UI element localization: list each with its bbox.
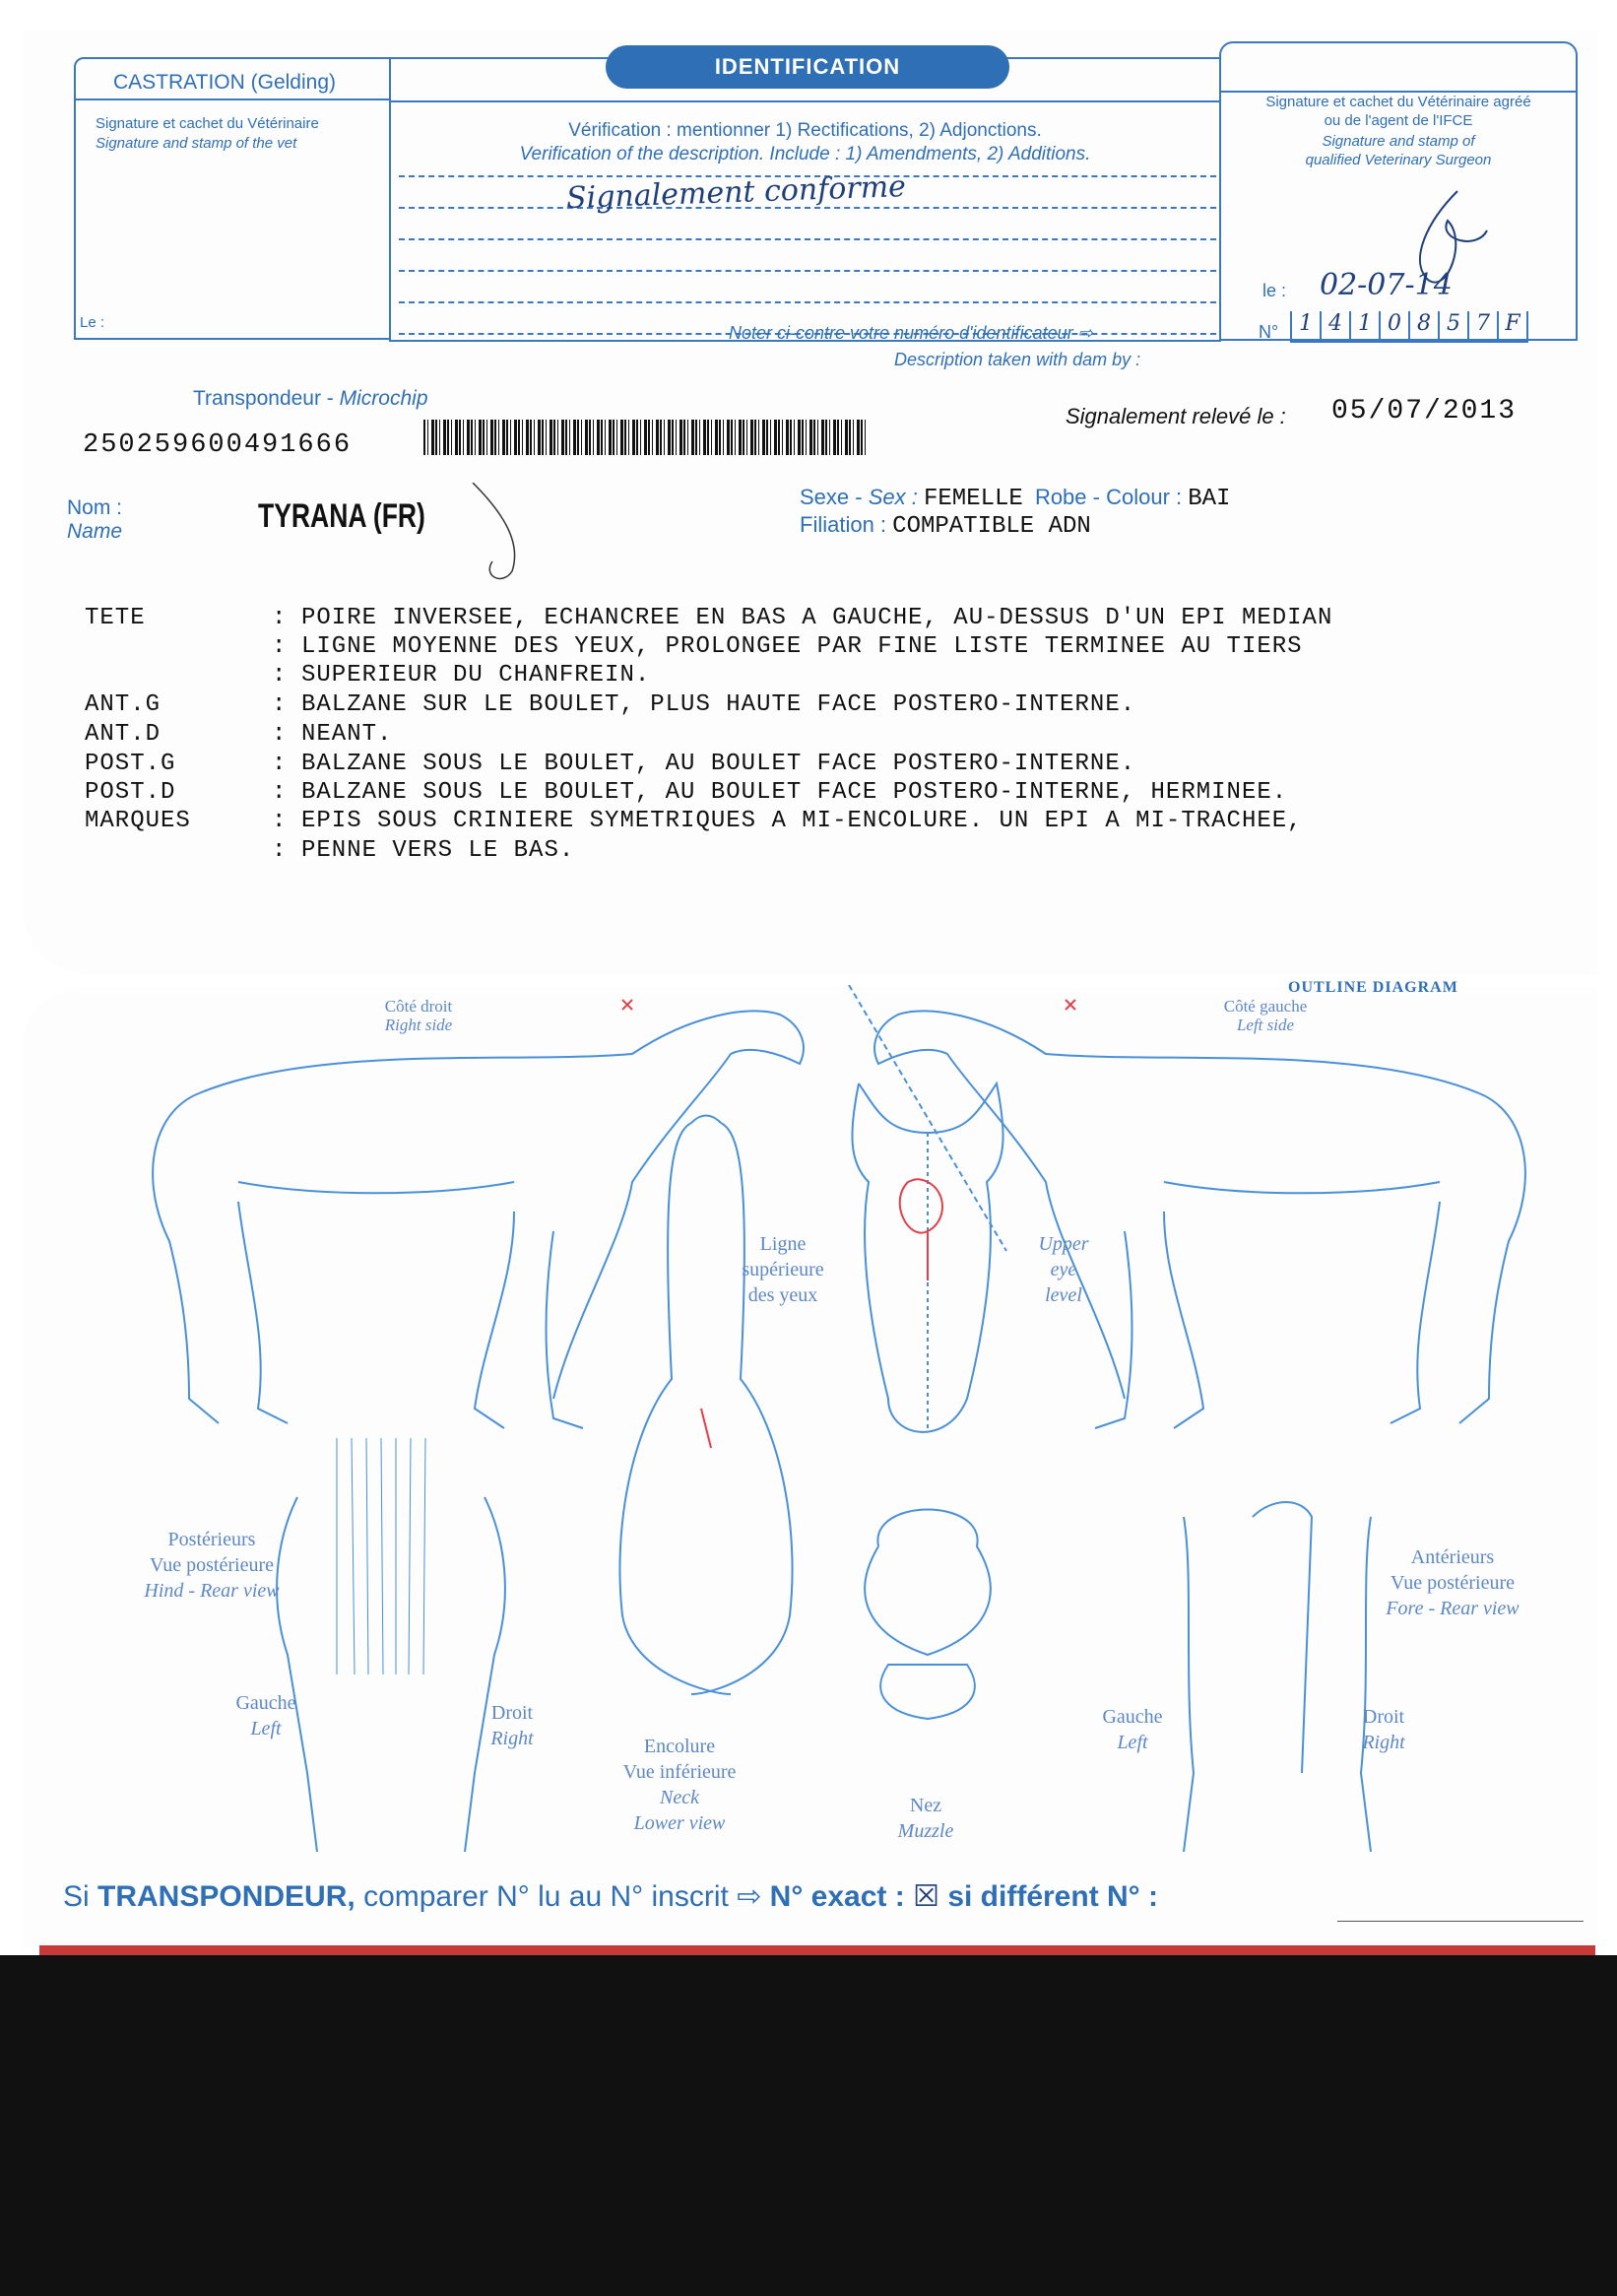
castration-date-label: Le :	[80, 314, 105, 331]
filiation-row: Filiation : COMPATIBLE ADN	[800, 512, 1091, 540]
hind-label: Postérieurs Vue postérieure Hind - Rear view	[144, 1529, 280, 1602]
head-front-view	[849, 985, 1006, 1432]
vet-line3: Signature and stamp of	[1322, 133, 1475, 150]
colour-value: BAI	[1188, 486, 1231, 512]
vet-line4: qualified Veterinary Surgeon	[1305, 152, 1492, 168]
desc-row: POST.G : BALZANE SOUS LE BOULET, AU BOULET FACE POSTERO-INTERNE.	[85, 751, 1136, 777]
name-label-fr: Nom :	[67, 496, 123, 519]
neck-marking	[701, 1409, 711, 1448]
castration-box	[74, 57, 389, 338]
identifier-note-fr: Noter ci-contre votre numéro d'identificateur ⇨	[729, 323, 1093, 343]
sex-robe-row: Sexe - Sex : FEMELLE Robe - Colour : BAI	[800, 485, 1231, 512]
transponder-compare-line: Si TRANSPONDEUR, comparer N° lu au N° inscrit ⇨ N° exact : ☒ si différent N° :	[63, 1880, 1159, 1913]
desc-row: : SUPERIEUR DU CHANFREIN.	[272, 662, 651, 689]
fore-left-label: Gauche Left	[1102, 1706, 1163, 1753]
vet-signature-box	[1219, 41, 1578, 341]
upper-eye-label-fr: Ligne supérieure des yeux	[742, 1233, 824, 1306]
desc-row: TETE : POIRE INVERSEE, ECHANCREE EN BAS A GAUCHE, AU-DESSUS D'UN EPI MEDIAN	[85, 605, 1333, 631]
desc-row: ANT.D : NEANT.	[85, 721, 393, 748]
neck-label: Encolure Vue inférieure Neck Lower view	[622, 1736, 737, 1834]
description-taken-en: Description taken with dam by :	[894, 350, 1141, 369]
left-side-label: Côté gauche Left side	[1223, 997, 1308, 1034]
transponder-label: Transpondeur - Microchip	[193, 387, 428, 410]
vet-line1: Signature et cachet du Vétérinaire agréé	[1265, 94, 1531, 110]
castration-title: CASTRATION (Gelding)	[113, 71, 336, 94]
exact-checkbox[interactable]: ☒	[913, 1880, 939, 1913]
marking-x-right	[622, 1000, 632, 1010]
vet-date-value: 02-07-14	[1320, 268, 1453, 302]
castration-signature-en: Signature and stamp of the vet	[96, 135, 297, 152]
desc-row: POST.D : BALZANE SOUS LE BOULET, AU BOULET FACE POSTERO-INTERNE, HERMINEE.	[85, 779, 1288, 806]
verification-en: Verification of the description. Include : 1) Amendments, 2) Additions.	[519, 144, 1091, 164]
desc-row: MARQUES : EPIS SOUS CRINIERE SYMETRIQUES A MI-ENCOLURE. UN EPI A MI-TRACHEE,	[85, 808, 1303, 834]
different-number-line	[1337, 1921, 1584, 1922]
hind-rear-view	[277, 1438, 505, 1852]
upper-eye-label-en: Upper eye level	[1038, 1233, 1089, 1306]
sex-value: FEMELLE	[923, 486, 1023, 512]
filiation-value: COMPATIBLE ADN	[892, 513, 1091, 540]
vet-line2: ou de l'agent de l'IFCE	[1324, 112, 1473, 129]
desc-row: ANT.G : BALZANE SUR LE BOULET, PLUS HAUTE FACE POSTERO-INTERNE.	[85, 691, 1136, 718]
fore-right-label: Droit Right	[1362, 1706, 1405, 1753]
identification-box	[389, 54, 1221, 342]
transponder-barcode	[423, 420, 867, 455]
signalement-date: 05/07/2013	[1331, 396, 1518, 426]
vet-date-label: le :	[1262, 281, 1287, 300]
handwritten-conforme: Signalement conforme	[565, 168, 907, 217]
identification-title: IDENTIFICATION	[606, 45, 1009, 89]
right-side-label: Côté droit Right side	[384, 997, 453, 1034]
scan-black-background	[0, 1955, 1617, 2296]
horse-name: TYRANA (FR)	[258, 497, 425, 535]
muzzle-view	[865, 1510, 991, 1720]
stamp-scribble	[463, 483, 551, 591]
fore-rear-view	[1184, 1502, 1371, 1852]
vet-number-label: N°	[1259, 322, 1279, 342]
castration-signature-fr: Signature et cachet du Vétérinaire	[96, 115, 319, 132]
desc-row: : LIGNE MOYENNE DES YEUX, PROLONGEE PAR FINE LISTE TERMINEE AU TIERS	[272, 633, 1303, 660]
hind-right-label: Droit Right	[490, 1702, 534, 1749]
head-marking-face	[900, 1179, 942, 1232]
fore-label: Antérieurs Vue postérieure Fore - Rear view	[1386, 1546, 1520, 1619]
neck-lower-view	[619, 1116, 792, 1695]
signalement-label: Signalement relevé le :	[1066, 404, 1286, 428]
vet-number-boxes: 1 4 1 0 8 5 7 F	[1290, 311, 1528, 343]
outline-diagram-header: OUTLINE DIAGRAM	[1288, 979, 1458, 996]
horse-left-side	[874, 1011, 1525, 1428]
hind-left-label: Gauche Left	[235, 1692, 296, 1739]
horse-right-side	[153, 1011, 804, 1428]
transponder-number: 250259600491666	[83, 430, 353, 460]
desc-row: : PENNE VERS LE BAS.	[272, 837, 575, 864]
muzzle-label: Nez Muzzle	[897, 1795, 954, 1842]
name-label-en: Name	[67, 520, 123, 543]
verification-fr: Vérification : mentionner 1) Rectifications, 2) Adjonctions.	[568, 120, 1042, 141]
marking-x-left	[1066, 1000, 1075, 1010]
